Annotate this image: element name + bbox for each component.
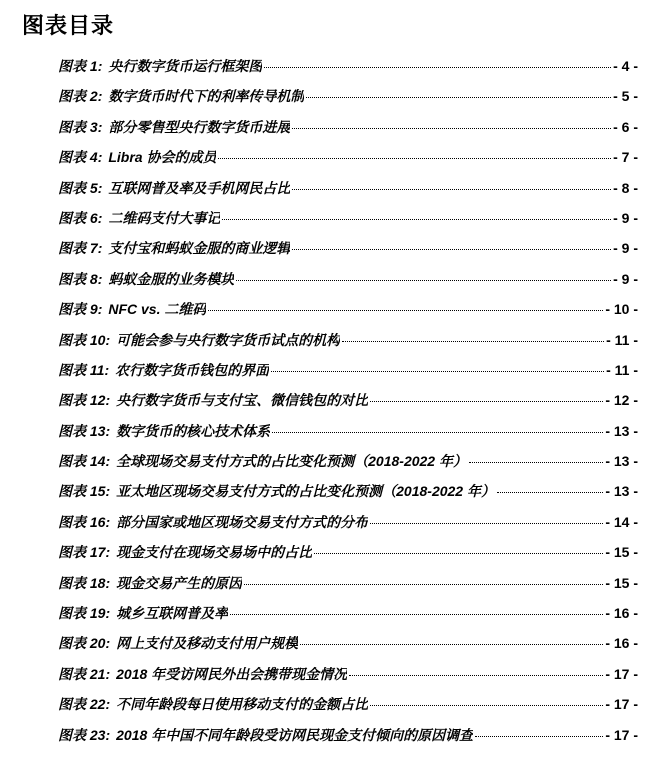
toc-entry-title: 部分国家或地区现场交易支付方式的分布	[116, 513, 369, 530]
toc-entry-colon: :	[97, 209, 103, 226]
toc-entry-label: 图表 12	[58, 392, 106, 409]
toc-dot-leader	[292, 128, 611, 129]
toc-entry-colon: :	[105, 422, 111, 439]
toc-entry-label: 图表 8	[58, 270, 98, 287]
toc-entry-title: 互联网普及率及手机网民占比	[108, 179, 291, 196]
toc-entry-label: 图表 19	[58, 605, 106, 622]
toc-entry[interactable]	[58, 633, 638, 663]
toc-entry[interactable]	[58, 512, 638, 542]
toc-entry-label: 图表 15	[58, 483, 106, 500]
toc-entry-title: 2018 年中国不同年龄段受访网民现金支付倾向的原因调查	[116, 726, 474, 743]
toc-dot-leader	[264, 67, 611, 68]
toc-entry-page: - 5 -	[613, 88, 638, 105]
toc-entry-label: 图表 13	[58, 422, 106, 439]
toc-entry-page: - 15 -	[605, 574, 638, 591]
toc-entry-page: - 11 -	[606, 361, 638, 378]
toc-entry[interactable]	[58, 208, 638, 238]
toc-entry-title: 央行数字货币运行框架图	[108, 58, 263, 74]
toc-entry-colon: :	[104, 361, 110, 378]
toc-dot-leader	[469, 462, 603, 463]
toc-entry-colon: :	[105, 605, 111, 622]
toc-entry[interactable]	[58, 238, 638, 268]
toc-entry-label: 图表 2	[58, 88, 98, 105]
toc-entry-label: 图表 22	[58, 696, 106, 713]
toc-dot-leader	[272, 432, 603, 433]
toc-entry-page: - 13 -	[605, 422, 638, 439]
toc-entry-page: - 14 -	[605, 513, 638, 530]
toc-entry-page: - 11 -	[606, 331, 638, 348]
toc-entry[interactable]	[58, 299, 638, 329]
toc-dot-leader	[292, 249, 611, 250]
toc-entry[interactable]	[58, 694, 638, 724]
toc-entry-title: 支付宝和蚂蚁金服的商业逻辑	[108, 240, 291, 257]
toc-entry-title: 数字货币的核心技术体系	[116, 422, 271, 439]
toc-dot-leader	[314, 553, 603, 554]
toc-entry-colon: :	[97, 270, 103, 287]
toc-entry-page: - 7 -	[613, 149, 638, 166]
toc-dot-leader	[370, 705, 603, 706]
toc-dot-leader	[230, 614, 603, 615]
toc-entry-colon: :	[105, 483, 111, 500]
toc-entry-page: - 13 -	[605, 483, 638, 500]
toc-entry-page: - 9 -	[613, 209, 638, 226]
toc-entry-colon: :	[105, 544, 111, 561]
toc-entry[interactable]	[58, 178, 638, 208]
toc-entry[interactable]	[58, 269, 638, 299]
toc-entry-page: - 17 -	[605, 726, 638, 743]
toc-entry-page: - 9 -	[613, 270, 638, 287]
toc-entry-page: - 17 -	[605, 696, 638, 713]
toc-entry-title: 二维码支付大事记	[108, 209, 221, 226]
toc-entry-colon: :	[105, 665, 111, 682]
toc-entry[interactable]	[58, 390, 638, 420]
toc-dot-leader	[300, 644, 603, 645]
toc-entry-title: 亚太地区现场交易支付方式的占比变化预测（2018-2022 年）	[116, 483, 495, 500]
toc-entry-label: 图表 6	[58, 209, 98, 226]
toc-entry-colon: :	[105, 331, 111, 348]
toc-entry-colon: :	[105, 453, 111, 470]
toc-entry-title: 现金交易产生的原因	[116, 574, 243, 591]
toc-dot-leader	[349, 675, 603, 676]
toc-entry-title: 现金支付在现场交易场中的占比	[116, 544, 313, 561]
toc-entry[interactable]	[58, 603, 638, 633]
toc-entry[interactable]	[58, 330, 638, 360]
toc-dot-leader	[497, 492, 603, 493]
toc-entry-page: - 9 -	[613, 240, 638, 257]
toc-entry-colon: :	[105, 513, 111, 530]
toc-entry-label: 图表 23	[58, 726, 106, 743]
toc-entry[interactable]	[58, 147, 638, 177]
toc-entry[interactable]	[58, 360, 638, 390]
toc-entry-colon: :	[97, 149, 103, 166]
toc-entry-label: 图表 3	[58, 118, 98, 135]
toc-dot-leader	[342, 341, 604, 342]
toc-entry-label: 图表 9	[58, 301, 98, 318]
toc-entry-label: 图表 7	[58, 240, 98, 257]
toc-entry-label: 图表 11	[58, 361, 105, 378]
toc-entry-colon: :	[105, 574, 111, 591]
toc-dot-leader	[475, 736, 603, 737]
toc-entry-page: - 4 -	[613, 58, 638, 74]
toc-dot-leader	[370, 523, 603, 524]
toc-entry-colon: :	[97, 88, 103, 105]
toc-entry-title: NFC vs. 二维码	[108, 301, 207, 318]
toc-entry-label: 图表 16	[58, 513, 106, 530]
toc-entry-label: 图表 17	[58, 544, 106, 561]
toc-entry-colon: :	[97, 58, 103, 74]
toc-entry-label: 图表 20	[58, 635, 106, 652]
toc-entry-page: - 16 -	[605, 605, 638, 622]
toc-entry-colon: :	[97, 118, 103, 135]
toc-dot-leader	[271, 371, 604, 372]
toc-entry-label: 图表 4	[58, 149, 98, 166]
toc-entry-page: - 6 -	[613, 118, 638, 135]
toc-entry-colon: :	[105, 392, 111, 409]
toc-entry-label: 图表 1	[58, 58, 98, 74]
toc-entry-page: - 8 -	[613, 179, 638, 196]
toc-entry[interactable]	[58, 481, 638, 511]
toc-entry-colon: :	[97, 301, 103, 318]
toc-entry-label: 图表 18	[58, 574, 106, 591]
toc-entry-page: - 12 -	[605, 392, 638, 409]
toc-dot-leader	[236, 280, 611, 281]
toc-entry[interactable]	[58, 117, 638, 147]
toc-dot-leader	[218, 158, 611, 159]
toc-entry-colon: :	[105, 726, 111, 743]
toc-entry[interactable]	[58, 451, 638, 481]
toc-entry[interactable]	[58, 664, 638, 694]
toc-entry-title: 2018 年受访网民外出会携带现金情况	[116, 665, 348, 682]
toc-entry-title: 蚂蚁金服的业务模块	[108, 270, 235, 287]
toc-entry-colon: :	[97, 240, 103, 257]
toc-dot-leader	[222, 219, 611, 220]
toc-entry-title: 不同年龄段每日使用移动支付的金额占比	[116, 696, 369, 713]
toc-entry-page: - 15 -	[605, 544, 638, 561]
toc-entry-colon: :	[97, 179, 103, 196]
toc-entry-title: 数字货币时代下的利率传导机制	[108, 88, 305, 105]
toc-entry-title: 可能会参与央行数字货币试点的机构	[116, 331, 341, 348]
toc-dot-leader	[244, 584, 603, 585]
toc-entry-page: - 10 -	[605, 301, 638, 318]
toc-entry-title: 网上支付及移动支付用户规模	[116, 635, 299, 652]
toc-entry-label: 图表 5	[58, 179, 98, 196]
toc-entry-title: Libra 协会的成员	[108, 149, 217, 166]
toc-dot-leader	[292, 189, 611, 190]
toc-entry-title: 央行数字货币与支付宝、微信钱包的对比	[116, 392, 369, 409]
toc-dot-leader	[370, 401, 603, 402]
toc-entry[interactable]	[58, 725, 638, 755]
toc-entry-title: 农行数字货币钱包的界面	[115, 361, 270, 378]
toc-entry-label: 图表 10	[58, 331, 106, 348]
toc-dot-leader	[306, 97, 611, 98]
toc-entry[interactable]	[58, 573, 638, 603]
toc-list	[58, 56, 638, 755]
toc-entry-page: - 16 -	[605, 635, 638, 652]
toc-entry-colon: :	[105, 696, 111, 713]
toc-dot-leader	[208, 310, 603, 311]
toc-entry-title: 全球现场交易支付方式的占比变化预测（2018-2022 年）	[116, 453, 467, 470]
toc-entry-colon: :	[105, 635, 111, 652]
toc-entry[interactable]	[58, 421, 638, 451]
toc-entry-page: - 13 -	[605, 453, 638, 470]
toc-entry-title: 部分零售型央行数字货币进展	[108, 118, 291, 135]
page-title: 图表目录	[22, 14, 115, 39]
toc-entry[interactable]	[58, 86, 638, 116]
toc-entry-title: 城乡互联网普及率	[116, 605, 229, 622]
toc-entry-label: 图表 21	[58, 665, 106, 682]
toc-entry-page: - 17 -	[605, 665, 638, 682]
toc-entry[interactable]	[58, 56, 638, 86]
toc-entry-label: 图表 14	[58, 453, 106, 470]
toc-entry[interactable]	[58, 542, 638, 572]
